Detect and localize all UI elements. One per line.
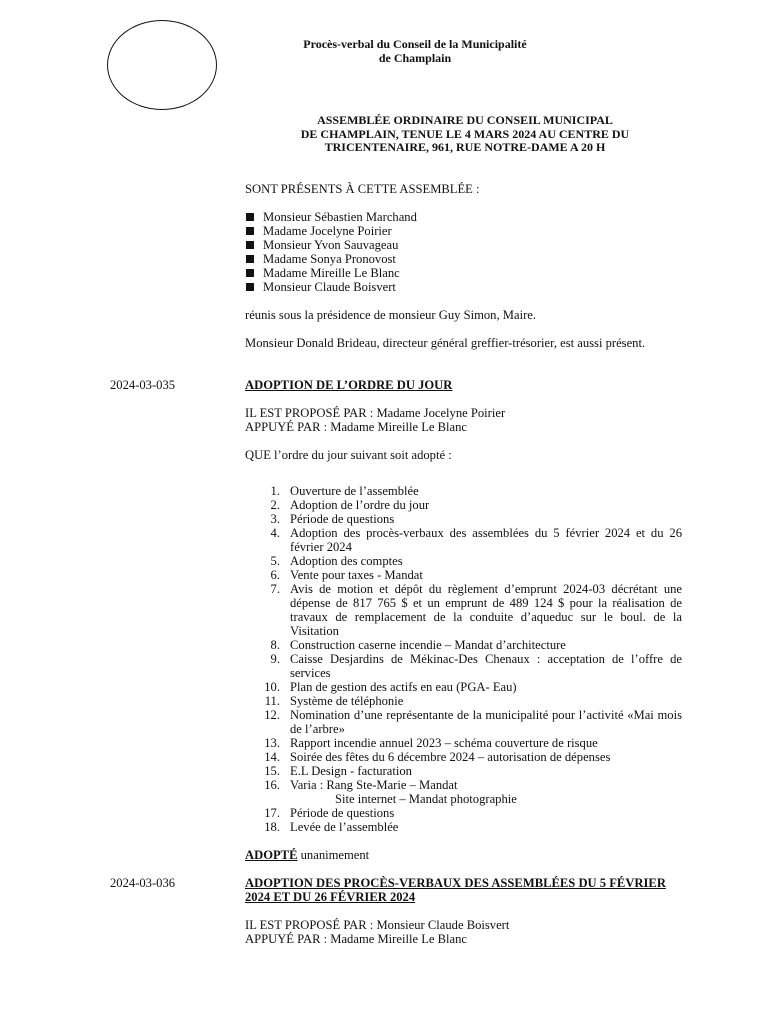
agenda-list — [245, 484, 682, 834]
agenda-item — [245, 498, 682, 512]
agenda-item-number: 7. — [270, 582, 280, 596]
resolution-title: ADOPTION DE L’ORDRE DU JOUR — [245, 378, 453, 392]
agenda-item — [245, 806, 682, 820]
agenda-item-number: 2. — [270, 498, 280, 512]
agenda-item — [245, 512, 682, 526]
agenda-item — [245, 778, 682, 792]
header-title-line2: de Champlain — [378, 50, 452, 65]
seal-circle — [107, 20, 217, 110]
member-item: Madame Mireille Le Blanc — [245, 266, 682, 280]
proposed-by: IL EST PROPOSÉ PAR : Madame Jocelyne Poirier — [245, 406, 506, 420]
assembly-line1: ASSEMBLÉE ORDINAIRE DU CONSEIL MUNICIPAL — [317, 113, 613, 127]
resolution-title: ADOPTION DES PROCÈS-VERBAUX DES ASSEMBLÉES DU 5 FÉVRIER 2024 ET DU 26 FÉVRIER 2024 — [245, 876, 666, 904]
seconded-by: APPUYÉ PAR : Madame Mireille Le Blanc — [245, 420, 468, 434]
agenda-item — [245, 750, 682, 764]
presidency-text: réunis sous la présidence de monsieur Guy Simon, Maire. — [245, 308, 536, 322]
agenda-item — [245, 820, 682, 834]
agenda-item-number: 4. — [270, 526, 280, 540]
agenda-item-number: 13. — [264, 736, 280, 750]
bullet-square-icon — [246, 213, 254, 221]
assembly-line3: TRICENTENAIRE, 961, RUE NOTRE-DAME A 20 H — [324, 140, 606, 154]
agenda-item-number: 1. — [270, 484, 280, 498]
agenda-item-text: Caisse Desjardins de Mékinac-Des Chenaux : acceptation de l’offre de services — [290, 652, 682, 680]
member-item: Madame Sonya Pronovost — [245, 252, 682, 266]
agenda-item-text: E.L Design - facturation — [290, 764, 412, 778]
agenda-item-text: Soirée des fêtes du 6 décembre 2024 – autorisation de dépenses — [290, 750, 611, 764]
agenda-item-number: 9. — [270, 652, 280, 666]
agenda-intro: QUE l’ordre du jour suivant soit adopté : — [245, 448, 452, 462]
bullet-square-icon — [246, 227, 254, 235]
bullet-square-icon — [246, 283, 254, 291]
present-heading: SONT PRÉSENTS À CETTE ASSEMBLÉE : — [245, 182, 480, 196]
agenda-item-text: Varia : Rang Ste-Marie – Mandat — [290, 778, 458, 792]
agenda-item-number: 12. — [264, 708, 280, 722]
agenda-item-text: Adoption des procès-verbaux des assemblées du 5 février 2024 et du 26 février 2024 — [290, 526, 682, 554]
assembly-line2: DE CHAMPLAIN, TENUE LE 4 MARS 2024 AU CENTRE DU — [300, 126, 630, 141]
agenda-item-text: Adoption de l’ordre du jour — [290, 498, 430, 512]
agenda-item-text: Période de questions — [290, 806, 395, 820]
agenda-item-number: 11. — [264, 694, 280, 708]
agenda-item-number: 17. — [264, 806, 280, 820]
agenda-item-text: Adoption des comptes — [290, 554, 403, 568]
agenda-item — [245, 792, 682, 806]
agenda-item-number: 14. — [264, 750, 280, 764]
agenda-item — [245, 694, 682, 708]
agenda-item-number: 6. — [270, 568, 280, 582]
agenda-item-text: Plan de gestion des actifs en eau (PGA- Eau) — [290, 680, 517, 694]
agenda-item-number: 3. — [270, 512, 280, 526]
agenda-item-number: 5. — [270, 554, 280, 568]
seconded-by: APPUYÉ PAR : Madame Mireille Le Blanc — [245, 932, 468, 946]
resolution-number: 2024-03-035 — [110, 378, 176, 392]
agenda-item-number: 18. — [264, 820, 280, 834]
member-item: Monsieur Claude Boisvert — [245, 280, 682, 294]
agenda-item-number: 15. — [264, 764, 280, 778]
agenda-item-number: 16. — [264, 778, 280, 792]
agenda-item — [245, 736, 682, 750]
agenda-item-text: Système de téléphonie — [290, 694, 404, 708]
agenda-item-text: Avis de motion et dépôt du règlement d’emprunt 2024-03 décrétant une dépense de 817 765 $ et un emprunt de 489 124 $ pour la réalisation de travaux de remplacement de la conduite d’aqueduc sur le boul. de la Visitation — [290, 582, 682, 638]
agenda-item-number: 8. — [270, 638, 280, 652]
bullet-square-icon — [246, 255, 254, 263]
header-title-line1: Procès-verbal du Conseil de la Municipalité — [303, 37, 527, 51]
director-text: Monsieur Donald Brideau, directeur général greffier-trésorier, est aussi présent. — [245, 336, 646, 350]
agenda-item — [245, 484, 682, 498]
adopted-word: ADOPTÉ — [245, 848, 298, 862]
agenda-item — [245, 554, 682, 568]
agenda-item — [245, 526, 682, 554]
agenda-item — [245, 568, 682, 582]
agenda-item-text: Site internet – Mandat photographie — [335, 792, 517, 806]
agenda-item — [245, 708, 682, 736]
bullet-square-icon — [246, 241, 254, 249]
adopted-line — [245, 848, 682, 862]
agenda-item-text: Rapport incendie annuel 2023 – schéma couverture de risque — [290, 736, 598, 750]
agenda-item — [245, 652, 682, 680]
resolution-number: 2024-03-036 — [110, 876, 176, 890]
member-item: Monsieur Sébastien Marchand — [245, 210, 682, 224]
bullet-square-icon — [246, 269, 254, 277]
agenda-item-text: Construction caserne incendie – Mandat d’architecture — [290, 638, 566, 652]
members-list — [245, 210, 682, 294]
agenda-item-text: Période de questions — [290, 512, 395, 526]
document-header — [250, 38, 580, 65]
agenda-item — [245, 638, 682, 652]
agenda-item-text: Vente pour taxes - Mandat — [290, 568, 423, 582]
proposed-by: IL EST PROPOSÉ PAR : Monsieur Claude Boisvert — [245, 918, 510, 932]
agenda-item-text: Ouverture de l’assemblée — [290, 484, 419, 498]
agenda-item — [245, 764, 682, 778]
member-item: Monsieur Yvon Sauvageau — [245, 238, 682, 252]
member-item: Madame Jocelyne Poirier — [245, 224, 682, 238]
agenda-item-text: Levée de l’assemblée — [290, 820, 399, 834]
adopted-rest: unanimement — [297, 848, 370, 862]
assembly-title — [245, 114, 685, 155]
agenda-item — [245, 680, 682, 694]
agenda-item-text: Nomination d’une représentante de la municipalité pour l’activité «Mai mois de l’arbre» — [290, 708, 682, 736]
agenda-item-number: 10. — [264, 680, 280, 694]
agenda-item — [245, 582, 682, 638]
